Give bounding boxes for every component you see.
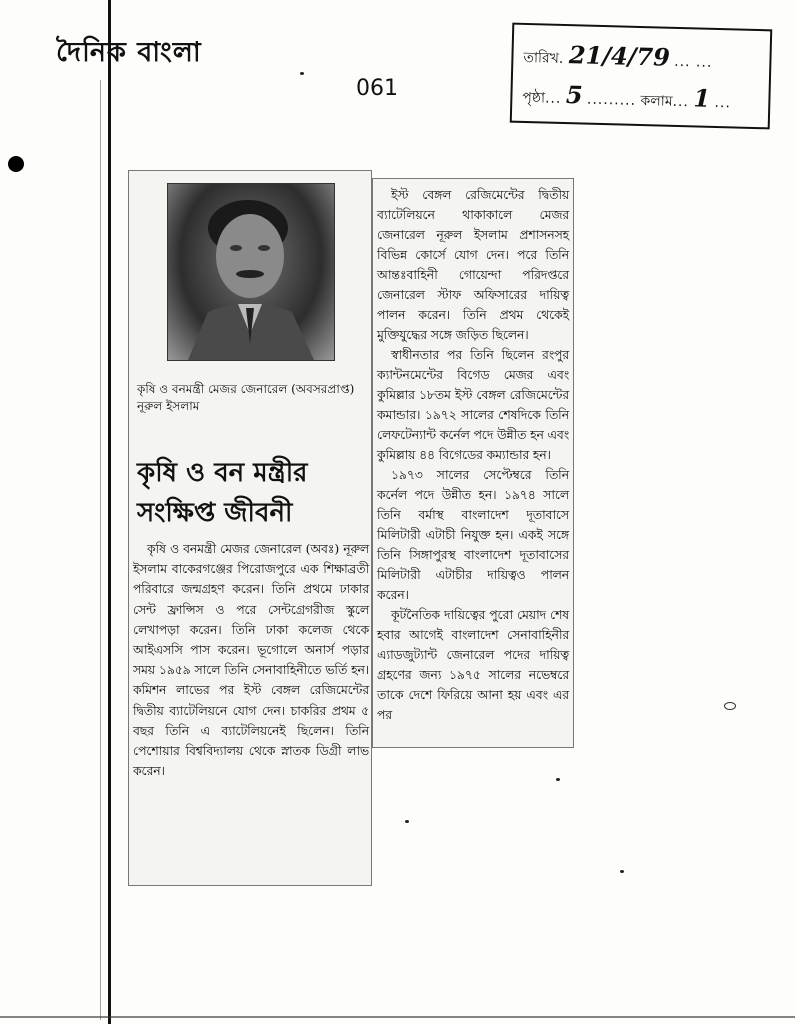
date-stamp (510, 23, 773, 130)
stamp-page-value: 5 (565, 80, 584, 110)
stamp-column-value: 1 (693, 83, 711, 113)
stamp-date-value: 21/4/79 (568, 40, 671, 72)
stamp-date-label: তারিখ (523, 49, 560, 67)
stamp-page-label: পৃষ্ঠা (522, 89, 546, 107)
photo-caption: কৃষি ও বনমন্ত্রী মেজর জেনারেল (অবসরপ্রাপ্ত) নূরুল ইসলাম (137, 382, 355, 413)
scan-speck (620, 870, 624, 873)
article-paragraph-2: স্বাধীনতার পর তিনি ছিলেন রংপুর ক্যান্টনমেন্টের বিগেড মেজর এবং কুমিল্লার ১৮তম ইস্ট বেঙ্গল রেজিমেন্টের কমান্ডার। ১৯৭২ সালের শেষদিকে তিনি লেফটেন্যান্ট কর্নেল পদে উন্নীত হন এবং কুমিল্লায় ৪৪ বিগেডের কম্যান্ডার হন। (377, 347, 569, 462)
portrait-figure-icon (168, 184, 334, 360)
article-paragraph-3: ১৯৭৩ সালের সেপ্টেম্বরে তিনি কর্নেল পদে উন্নীত হন। ১৯৭৪ সালে তিনি বর্মাস্থ বাংলাদেশ দূতাবাসে মিলিটারী এটাচী নিযুক্ত হন। একই সঙ্গে তিনি সিঙ্গাপুরস্থ বাংলাদেশ দূতাবাসের মিলিটারী এটাচীর দায়িত্বও পালন করেন। (377, 467, 569, 602)
scan-speck (405, 820, 409, 823)
margin-rule-faint (100, 80, 101, 1020)
clipping-left-column (128, 170, 372, 886)
stamp-page-row: পৃষ্ঠা... 5 ......... কলাম... 1 ... (522, 80, 732, 113)
stamp-date-row: তারিখ. 21/4/79 ... ... (523, 40, 713, 72)
bottom-rule (0, 1016, 795, 1018)
scan-speck (556, 778, 560, 781)
margin-rule (108, 0, 111, 1024)
scan-speck (300, 72, 304, 75)
article-body-right (377, 185, 569, 725)
headline-line-2: সংক্ষিপ্ত জীবনী (137, 498, 293, 528)
headline-line-1: কৃষি ও বন মন্ত্রীর (137, 458, 308, 488)
article-paragraph-4: কূটনৈতিক দায়িত্বের পুরো মেয়াদ শেষ হবার আগেই বাংলাদেশ সেনাবাহিনীর এ্যাডজুট্যান্ট জেনারেল পদের দায়িত্ব গ্রহণের জন্য ১৯৭৫ সালের নভেম্বরে তাকে দেশে ফিরিয়ে আনা হয় এবং এর পর (377, 607, 569, 722)
punch-hole (8, 156, 24, 172)
article-paragraph-1: ইস্ট বেঙ্গল রেজিমেন্টের দ্বিতীয় ব্যাটেলিয়নে থাকাকালে মেজর জেনারেল নূরুল ইসলাম প্রশাসনসহ বিভিন্ন কোর্সে যোগ দেন। পরে তিনি আন্তঃবাহিনী গোয়েন্দা পরিদপ্তরে জেনারেল স্টাফ অফিসারের দায়িত্ব পালন করেন। তিনি প্রথম থেকেই মুক্তিযুদ্ধের সঙ্গে জড়িত ছিলেন। (377, 187, 569, 342)
clipping-right-column (372, 178, 574, 748)
newspaper-name: দৈনিক বাংলা (56, 37, 202, 68)
stamp-column-label: কলাম (640, 92, 673, 110)
portrait-photo (167, 183, 335, 361)
article-headline (137, 453, 367, 533)
article-paragraph: কৃষি ও বনমন্ত্রী মেজর জেনারেল (অবঃ) নূরুল ইসলাম বাকেরগঞ্জের পিরোজপুরে এক শিক্ষাব্রতী পরিবারে জন্মগ্রহণ করেন। তিনি প্রথমে ঢাকার সেন্ট ফ্রান্সিস ও পরে সেন্টগ্রেগরীজ স্কুলে লেখাপড়া করেন। তিনি ঢাকা কলেজ থেকে আইএসসি পাস করেন। ভূগোলে অনার্স পড়ার সময় ১৯৫৯ সালে তিনি সেনাবাহিনীতে ভর্তি হন। কমিশন লাভের পর ইস্ট বেঙ্গল রেজিমেন্টের দ্বিতীয় ব্যাটেলিয়নে যোগ দেন। চাকরির প্রথম ৫ বছর তিনি এ ব্যাটেলিয়নেই ছিলেন। তিনি পেশোয়ার বিশ্ববিদ্যালয় থেকে স্নাতক ডিগ্রী লাভ করেন। (133, 541, 369, 779)
file-number: 061 (356, 76, 398, 101)
article-body-left (133, 539, 369, 781)
scan-speck (724, 702, 736, 710)
